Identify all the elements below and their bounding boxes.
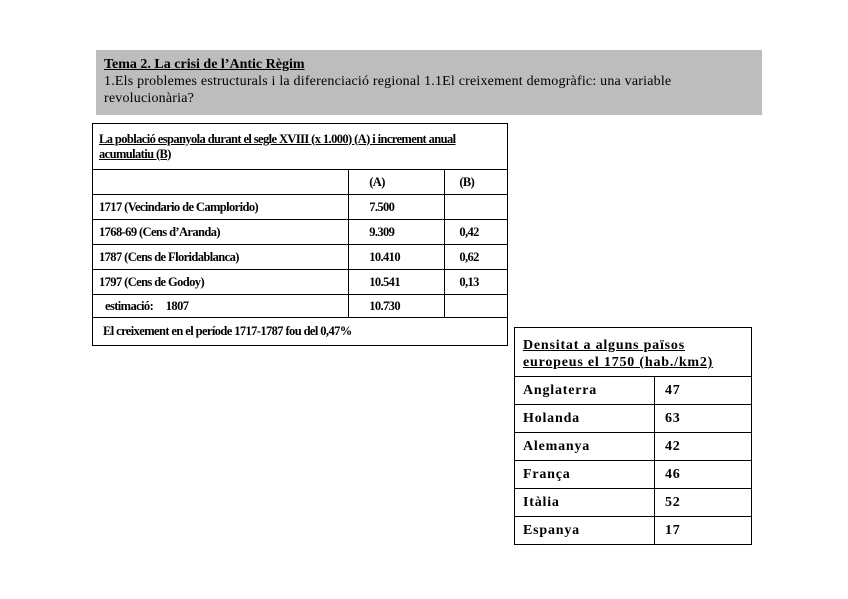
row-label: 1717 (Vecindario de Camplorido) — [93, 195, 349, 220]
row-value-a: 9.309 — [349, 220, 445, 245]
density-value: 63 — [655, 405, 752, 433]
density-table-caption: Densitat a alguns països europeus el 1750 (hab./km2) — [515, 328, 752, 377]
growth-note: El creixement en el període 1717-1787 fou del 0,47% — [93, 318, 508, 346]
row-value-a: 10.730 — [349, 295, 445, 318]
row-value-a: 7.500 — [349, 195, 445, 220]
column-header-a: (A) — [349, 170, 445, 195]
row-value-b: 0,13 — [445, 270, 508, 295]
country-name: França — [515, 461, 655, 489]
density-value: 52 — [655, 489, 752, 517]
row-value-b — [445, 195, 508, 220]
table-row — [93, 195, 508, 220]
table-row — [515, 489, 752, 517]
row-value-b — [445, 295, 508, 318]
row-value-b: 0,42 — [445, 220, 508, 245]
row-value-a: 10.541 — [349, 270, 445, 295]
row-value-b: 0,62 — [445, 245, 508, 270]
table-row — [515, 433, 752, 461]
country-name: Itàlia — [515, 489, 655, 517]
header-empty-cell — [93, 170, 349, 195]
density-table — [514, 327, 752, 545]
row-label: 1787 (Cens de Floridablanca) — [93, 245, 349, 270]
table-row — [93, 245, 508, 270]
table-row — [93, 295, 508, 318]
topic-title: Tema 2. La crisi de l’Antic Règim — [104, 57, 305, 72]
table-row — [515, 461, 752, 489]
row-value-a: 10.410 — [349, 245, 445, 270]
table-row — [515, 517, 752, 545]
column-header-b: (B) — [445, 170, 508, 195]
table-row — [93, 220, 508, 245]
row-label: 1797 (Cens de Godoy) — [93, 270, 349, 295]
country-name: Espanya — [515, 517, 655, 545]
row-label: 1768-69 (Cens d’Aranda) — [93, 220, 349, 245]
topic-header — [96, 50, 762, 115]
table-row — [93, 270, 508, 295]
country-name: Anglaterra — [515, 377, 655, 405]
population-table-caption: La població espanyola durant el segle XVIII (x 1.000) (A) i increment anual acumulatiu (B) — [93, 124, 508, 170]
topic-subtitle: 1.Els problemes estructurals i la diferenciació regional 1.1El creixement demogràfic: una variable revolucionària? — [104, 74, 672, 106]
density-value: 46 — [655, 461, 752, 489]
density-value: 42 — [655, 433, 752, 461]
density-value: 47 — [655, 377, 752, 405]
row-label: estimació: 1807 — [93, 295, 349, 318]
country-name: Holanda — [515, 405, 655, 433]
table-row — [515, 377, 752, 405]
population-table — [92, 123, 508, 346]
table-row — [515, 405, 752, 433]
density-value: 17 — [655, 517, 752, 545]
country-name: Alemanya — [515, 433, 655, 461]
